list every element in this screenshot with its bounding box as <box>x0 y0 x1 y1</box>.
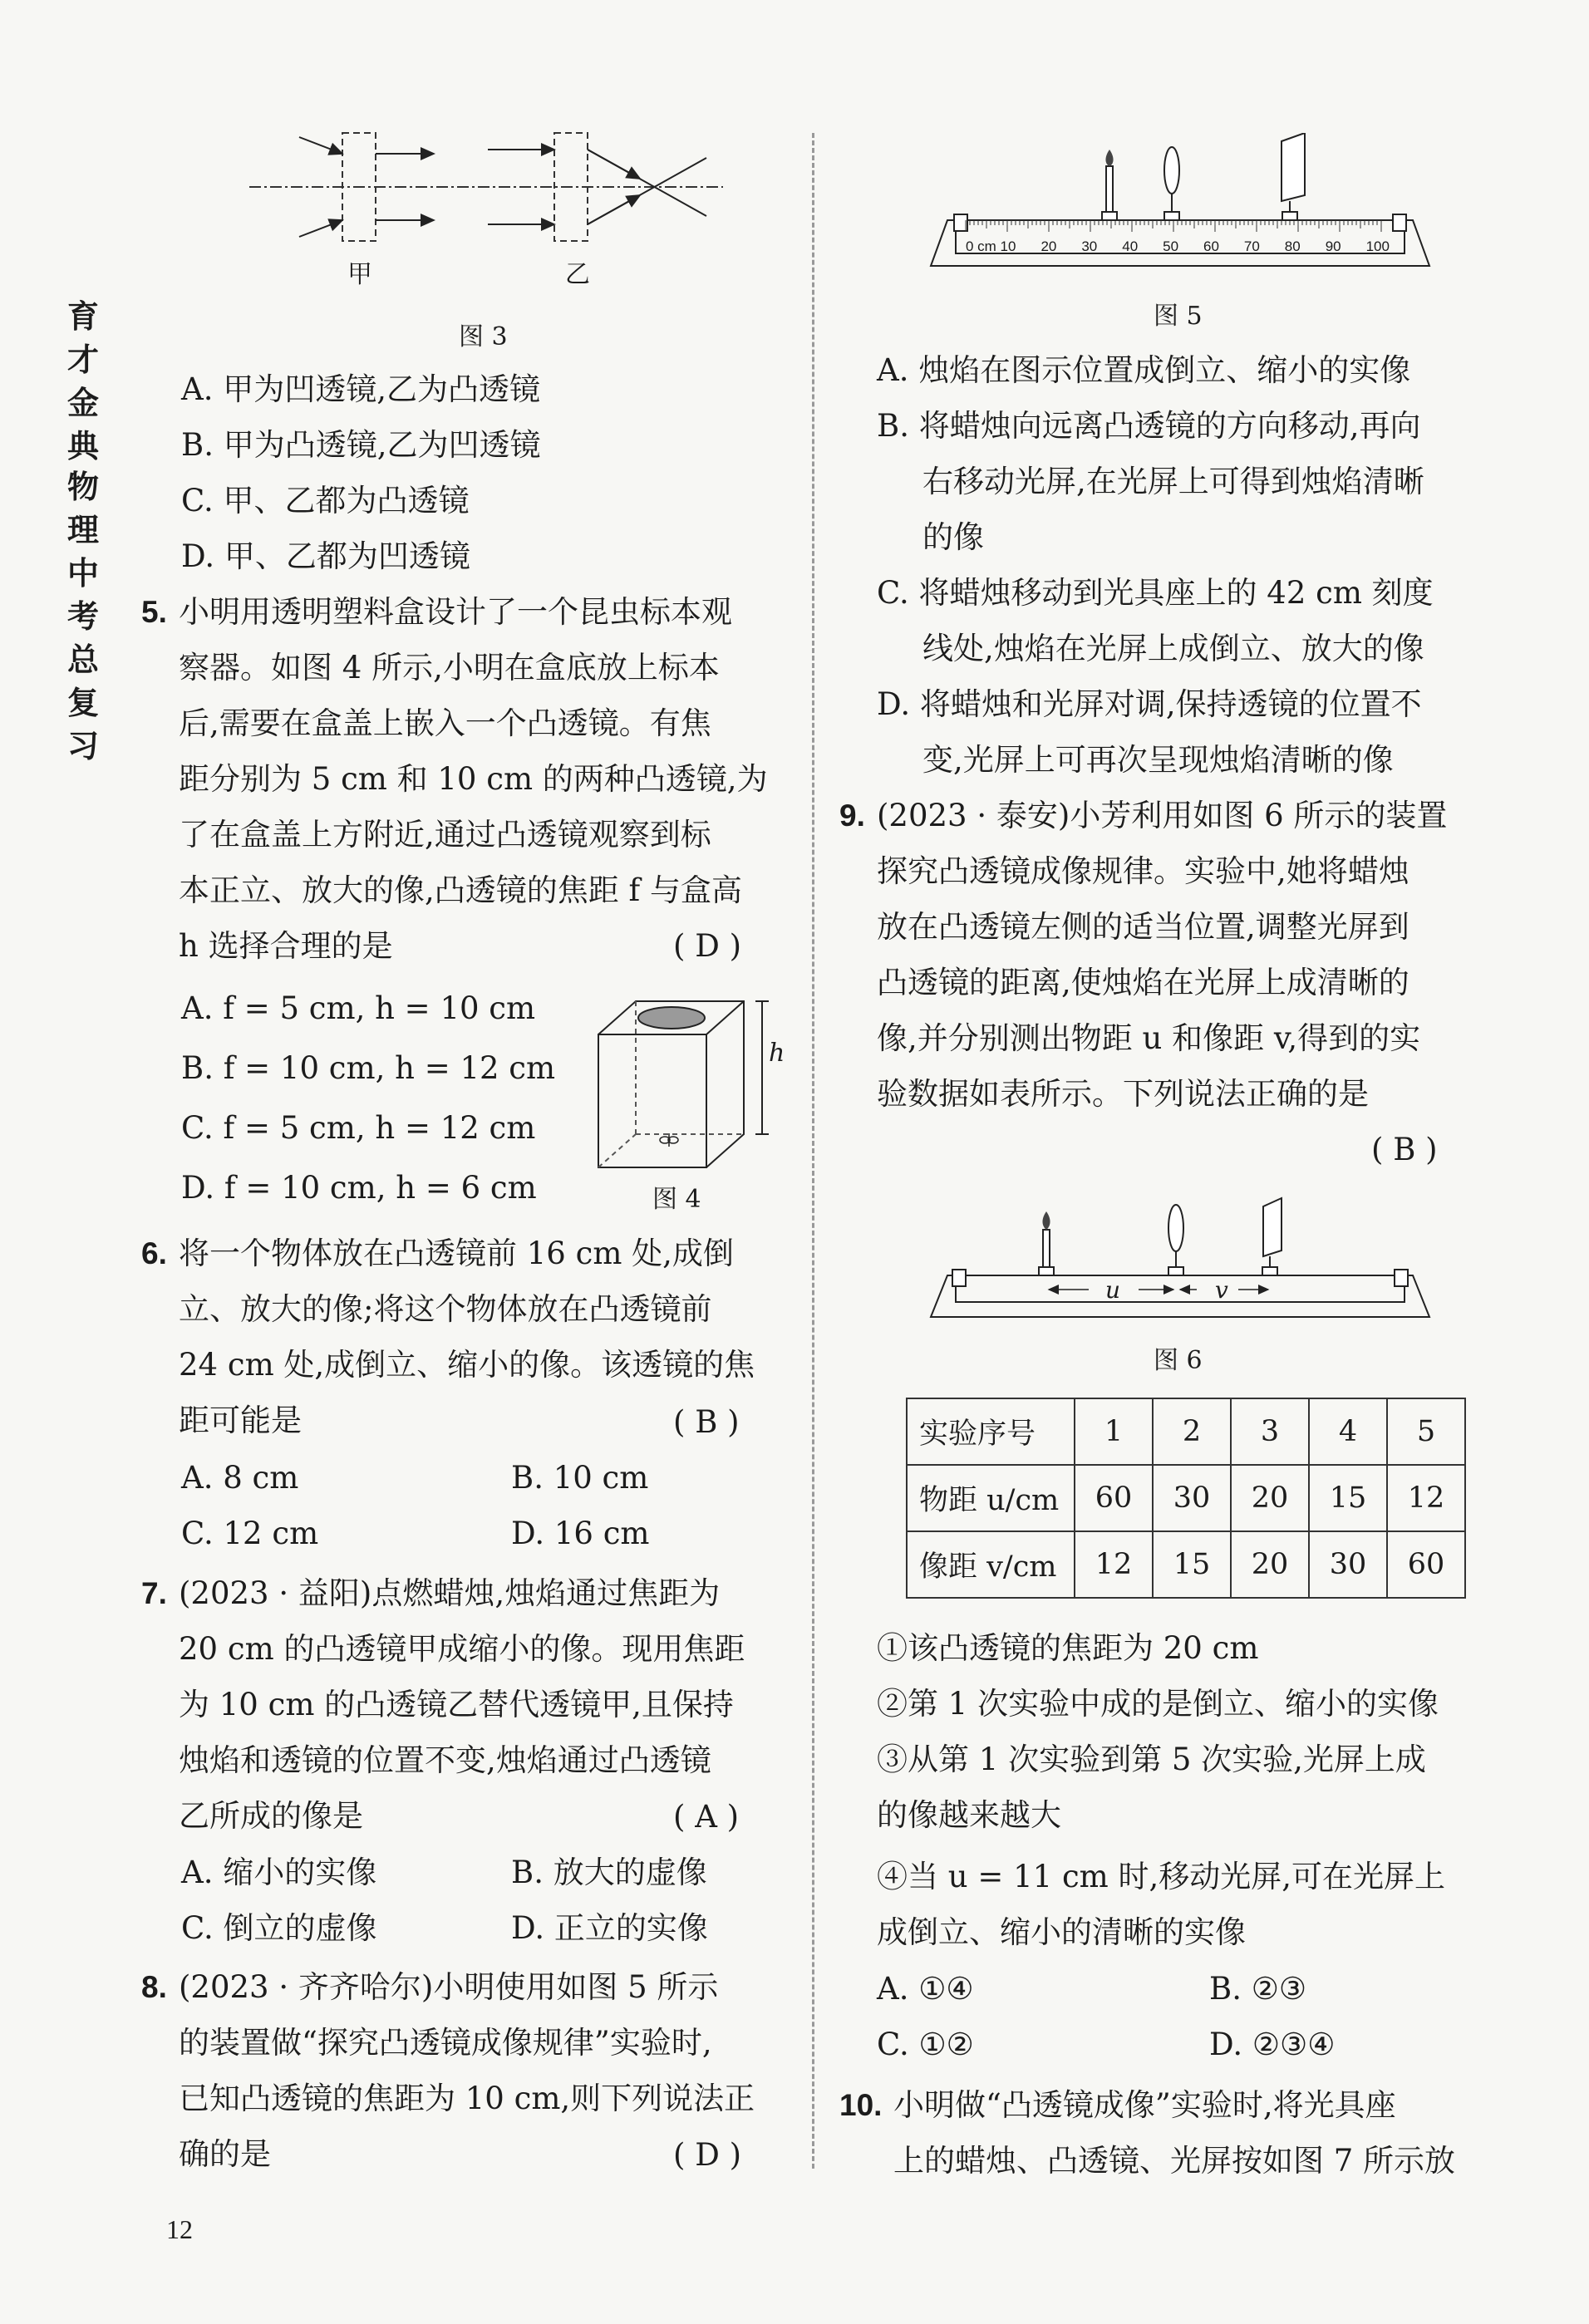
fig5-option-b: B. 将蜡烛向远离凸透镜的方向移动,再向 <box>877 408 1421 444</box>
q7-number: 7. <box>141 1576 167 1610</box>
table-header-cell: 像距 v/cm <box>907 1531 1075 1598</box>
q9-line: 验数据如表所示。下列说法正确的是 <box>877 1076 1369 1112</box>
q9-statement: ①该凸透镜的焦距为 20 cm <box>877 1630 1259 1666</box>
table-cell: 2 <box>1153 1398 1231 1465</box>
fig5-option-b-cont: 的像 <box>922 519 984 555</box>
q9-line: 像,并分别测出物距 u 和像距 v,得到的实 <box>877 1020 1421 1056</box>
scale-label: 0 cm 10 <box>966 238 1016 254</box>
q9-option-b: B. ②③ <box>1209 1971 1307 2007</box>
q8-line: 的装置做“探究凸透镜成像规律”实验时, <box>179 2025 712 2061</box>
q8-line: 确的是 <box>179 2136 271 2172</box>
figure-6-optical-bench <box>922 1196 1438 1321</box>
table-cell: 20 <box>1231 1465 1309 1531</box>
q7-line: (2023 · 益阳)点燃蜡烛,烛焰通过焦距为 <box>179 1575 721 1611</box>
q6-number: 6. <box>141 1236 167 1270</box>
q6-option-d: D. 16 cm <box>511 1516 650 1551</box>
figure-3-diagram <box>241 116 731 299</box>
scale-label: 20 <box>1040 238 1057 254</box>
q9-line: 凸透镜的距离,使烛焰在光屏上成清晰的 <box>877 965 1409 1000</box>
fig3-option-b: B. 甲为凸透镜,乙为凹透镜 <box>181 427 541 463</box>
q9-number: 9. <box>839 798 865 833</box>
q6-line: 将一个物体放在凸透镜前 16 cm 处,成倒 <box>179 1236 734 1271</box>
table-cell: 15 <box>1309 1465 1387 1531</box>
q9-statement: ④当 u = 11 cm 时,移动光屏,可在光屏上 <box>877 1859 1446 1894</box>
scale-label: 80 <box>1284 238 1301 254</box>
figure-4-h-label: h <box>769 1039 785 1068</box>
table-row <box>907 1465 1465 1531</box>
table-row <box>907 1398 1465 1465</box>
q6-option-b: B. 10 cm <box>511 1460 649 1496</box>
q6-answer: ( B ) <box>673 1404 740 1440</box>
q7-line: 烛焰和透镜的位置不变,烛焰通过凸透镜 <box>179 1742 711 1778</box>
q5-answer: ( D ) <box>673 928 742 964</box>
q5-option-b: B. f = 10 cm, h = 12 cm <box>181 1050 556 1086</box>
q5-option-c: C. f = 5 cm, h = 12 cm <box>181 1110 536 1146</box>
q7-answer: ( A ) <box>673 1799 740 1835</box>
q5-line: h 选择合理的是 <box>179 928 393 964</box>
figure-6-caption: 图 6 <box>1154 1346 1203 1375</box>
q5-line: 小明用透明塑料盒设计了一个昆虫标本观 <box>179 594 732 630</box>
q6-option-c: C. 12 cm <box>181 1516 319 1551</box>
q7-line: 20 cm 的凸透镜甲成缩小的像。现用焦距 <box>179 1631 745 1667</box>
fig3-option-c: C. 甲、乙都为凸透镜 <box>181 483 470 518</box>
table-cell: 20 <box>1231 1531 1309 1598</box>
q6-option-a: A. 8 cm <box>181 1460 299 1496</box>
q10-line: 上的蜡烛、凸透镜、光屏按如图 7 所示放 <box>893 2143 1456 2179</box>
q9-statement: ②第 1 次实验中成的是倒立、缩小的实像 <box>877 1686 1439 1722</box>
table-row <box>907 1531 1465 1598</box>
q10-number: 10. <box>839 2088 883 2122</box>
q5-option-a: A. f = 5 cm, h = 10 cm <box>181 990 536 1026</box>
fig5-option-d-cont: 变,光屏上可再次呈现烛焰清晰的像 <box>922 742 1394 778</box>
scale-label: 70 <box>1243 238 1260 254</box>
table-cell: 12 <box>1075 1531 1153 1598</box>
table-cell: 15 <box>1153 1531 1231 1598</box>
scale-label: 30 <box>1081 238 1098 254</box>
figure-5-optical-bench <box>922 133 1438 283</box>
table-cell: 3 <box>1231 1398 1309 1465</box>
q6-line: 24 cm 处,成倒立、缩小的像。该透镜的焦 <box>179 1347 755 1383</box>
q5-line: 本正立、放大的像,凸透镜的焦距 f 与盒高 <box>179 872 742 908</box>
side-subject-title: 物 理 中 考 总 复 习 <box>66 468 99 764</box>
fig3-option-a: A. 甲为凹透镜,乙为凸透镜 <box>181 371 541 407</box>
table-header-cell: 实验序号 <box>907 1398 1075 1465</box>
table-cell: 5 <box>1387 1398 1465 1465</box>
scale-label: 40 <box>1122 238 1139 254</box>
fig5-option-a: A. 烛焰在图示位置成倒立、缩小的实像 <box>877 352 1411 388</box>
q7-option-c: C. 倒立的虚像 <box>181 1910 377 1946</box>
q9-answer: ( B ) <box>1371 1132 1438 1167</box>
table-cell: 60 <box>1075 1465 1153 1531</box>
q7-option-a: A. 缩小的实像 <box>181 1855 377 1890</box>
q8-line: (2023 · 齐齐哈尔)小明使用如图 5 所示 <box>179 1969 719 2005</box>
fig5-option-c-cont: 线处,烛焰在光屏上成倒立、放大的像 <box>922 631 1424 666</box>
table-cell: 60 <box>1387 1531 1465 1598</box>
table-header-cell: 物距 u/cm <box>907 1465 1075 1531</box>
figure-5-caption: 图 5 <box>1154 302 1203 331</box>
figure-4-caption: 图 4 <box>652 1185 701 1214</box>
q9-option-c: C. ①② <box>877 2027 974 2062</box>
side-series-title: 育 才 金 典 <box>66 297 99 464</box>
figure-5-scale <box>966 238 1390 255</box>
q9-line: 探究凸透镜成像规律。实验中,她将蜡烛 <box>877 853 1409 889</box>
table-cell: 30 <box>1309 1531 1387 1598</box>
q7-option-d: D. 正立的实像 <box>511 1910 708 1946</box>
fig5-option-d: D. 将蜡烛和光屏对调,保持透镜的位置不 <box>877 686 1422 722</box>
q9-statement: 成倒立、缩小的清晰的实像 <box>877 1914 1246 1950</box>
fig3-option-d: D. 甲、乙都为凹透镜 <box>181 538 470 574</box>
q8-answer: ( D ) <box>673 2137 742 2173</box>
figure-6-v-label: v <box>1215 1276 1228 1304</box>
scale-label: 60 <box>1203 238 1219 254</box>
table-cell: 4 <box>1309 1398 1387 1465</box>
table-cell: 1 <box>1075 1398 1153 1465</box>
figure-3-label-b: 乙 <box>565 260 590 289</box>
q9-line: (2023 · 泰安)小芳利用如图 6 所示的装置 <box>877 798 1448 833</box>
column-divider <box>812 133 814 2169</box>
figure-3-caption: 图 3 <box>459 322 508 351</box>
q6-line: 立、放大的像;将这个物体放在凸透镜前 <box>179 1291 712 1327</box>
q8-number: 8. <box>141 1970 167 2004</box>
page-number: 12 <box>166 2214 193 2244</box>
q5-line: 了在盒盖上方附近,通过凸透镜观察到标 <box>179 817 711 852</box>
q9-statement: 的像越来越大 <box>877 1797 1061 1833</box>
q7-line: 乙所成的像是 <box>179 1798 363 1834</box>
q5-number: 5. <box>141 595 167 629</box>
q8-line: 已知凸透镜的焦距为 10 cm,则下列说法正 <box>179 2081 755 2116</box>
fig5-option-b-cont: 右移动光屏,在光屏上可得到烛焰清晰 <box>922 464 1424 499</box>
q5-line: 距分别为 5 cm 和 10 cm 的两种凸透镜,为 <box>179 761 768 797</box>
figure-3-label-a: 甲 <box>347 260 372 289</box>
figure-6-u-label: u <box>1105 1276 1121 1304</box>
q7-line: 为 10 cm 的凸透镜乙替代透镜甲,且保持 <box>179 1687 734 1722</box>
figure-4-box <box>586 989 785 1180</box>
fig5-option-c: C. 将蜡烛移动到光具座上的 42 cm 刻度 <box>877 575 1434 611</box>
q9-option-d: D. ②③④ <box>1209 2027 1336 2062</box>
table-cell: 12 <box>1387 1465 1465 1531</box>
q9-line: 放在凸透镜左侧的适当位置,调整光屏到 <box>877 909 1409 945</box>
q10-line: 小明做“凸透镜成像”实验时,将光具座 <box>893 2087 1396 2123</box>
scale-label: 100 <box>1365 238 1390 254</box>
scale-label: 90 <box>1325 238 1341 254</box>
q9-statement: ③从第 1 次实验到第 5 次实验,光屏上成 <box>877 1742 1426 1777</box>
scale-label: 50 <box>1163 238 1179 254</box>
q6-line: 距可能是 <box>179 1403 302 1438</box>
q5-option-d: D. f = 10 cm, h = 6 cm <box>181 1170 537 1206</box>
data-table <box>906 1398 1466 1599</box>
q7-option-b: B. 放大的虚像 <box>511 1855 707 1890</box>
q5-line: 后,需要在盒盖上嵌入一个凸透镜。有焦 <box>179 705 711 741</box>
q9-option-a: A. ①④ <box>877 1971 974 2007</box>
table-cell: 30 <box>1153 1465 1231 1531</box>
q5-line: 察器。如图 4 所示,小明在盒底放上标本 <box>179 650 720 685</box>
